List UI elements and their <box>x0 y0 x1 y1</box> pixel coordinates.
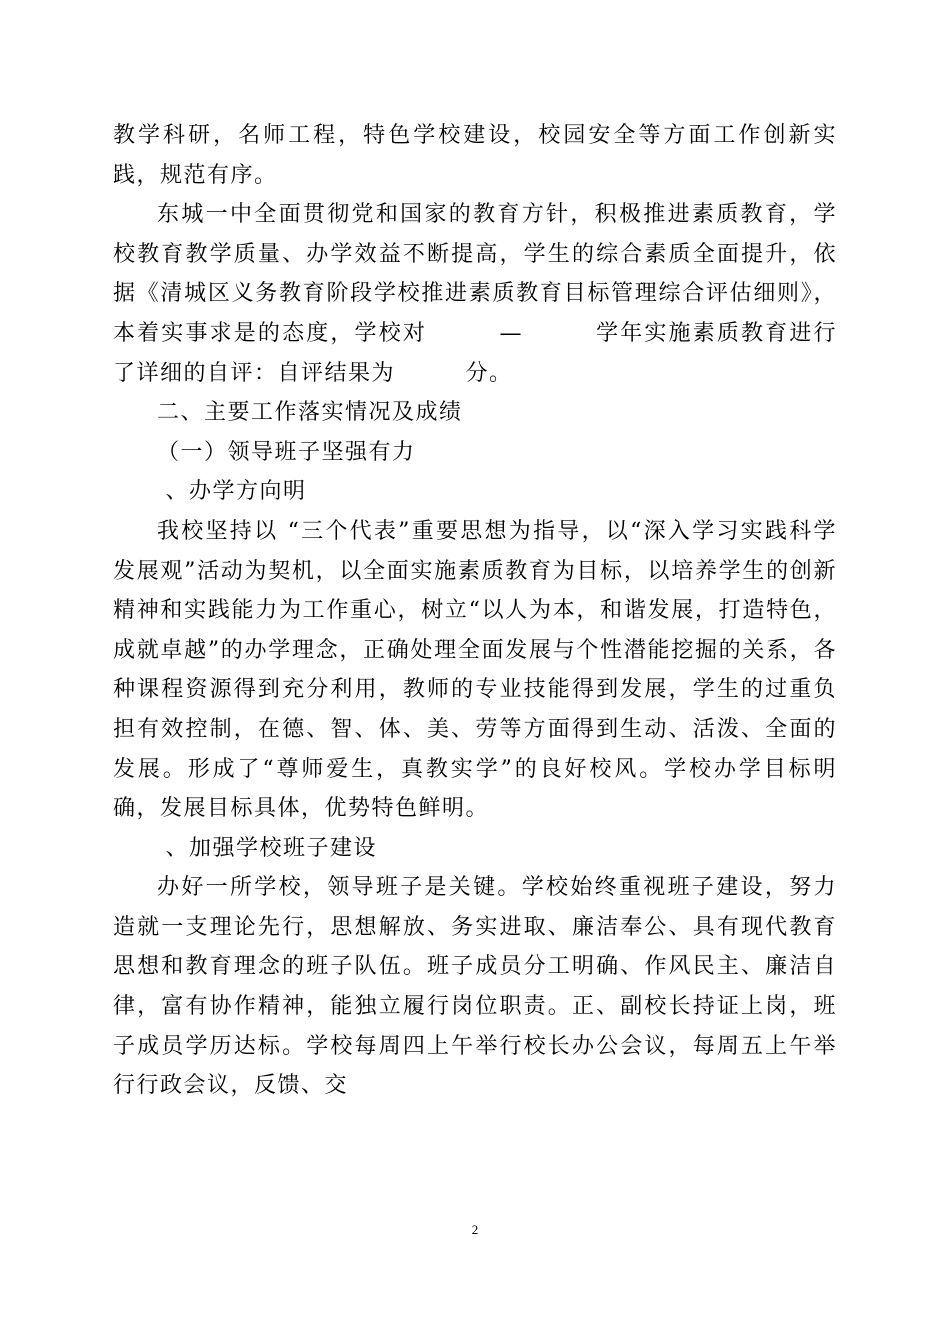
paragraph-direction: 我校坚持以 “三个代表”重要思想为指导，以“深入学习实践科学发展观”活动为契机，以全面实施素质教育为目标，以培养学生的创新精神和实践能力为工作重心，树立“以人为本，和谐发展，打造特色，成就卓越”的办学理念，正确处理全面发展与个性潜能挖掘的关系，各种课程资源得到充分利用，教师的专业技能得到发展，学生的过重负担有效控制，在德、智、体、美、劳等方面得到生动、活泼、全面的发展。形成了“尊师爱生，真教实学”的良好校风。学校办学目标明确，发展目标具体，优势特色鲜明。 <box>113 518 837 822</box>
item-heading-leadership: 、加强学校班子建设 <box>157 835 378 861</box>
paragraph-self-evaluation: 东城一中全面贯彻党和国家的教育方针，积极推进素质教育，学校教育教学质量、办学效益不断提高，学生的综合素质全面提升，依据《清城区义务教育阶段学校推进素质教育目标管理综合评估细则》，本着实事求是的态度，学校对 — 学年实施素质教育进行了详细的自评：自评结果为 分。 <box>113 202 837 386</box>
paragraph-leadership: 办好一所学校，领导班子是关键。学校始终重视班子建设，努力造就一支理论先行，思想解放、务实进取、廉洁奉公、具有现代教育思想和教育理念的班子队伍。班子成员分工明确、作风民主、廉洁自律，富有协作精神，能独立履行岗位职责。正、副校长持证上岗，班子成员学历达标。学校每周四上午举行校长办公会议，每周五上午举行行政会议，反馈、交 <box>113 875 837 1099</box>
page-number: 2 <box>471 1222 479 1237</box>
item-heading-direction: 、办学方向明 <box>157 479 307 505</box>
subsection-heading: （一）领导班子坚强有力 <box>157 439 416 465</box>
section-heading: 二、主要工作落实情况及成绩 <box>157 400 463 426</box>
document-body <box>113 116 837 1106</box>
paragraph-continuation: 教学科研，名师工程，特色学校建设，校园安全等方面工作创新实践，规范有序。 <box>113 123 837 188</box>
